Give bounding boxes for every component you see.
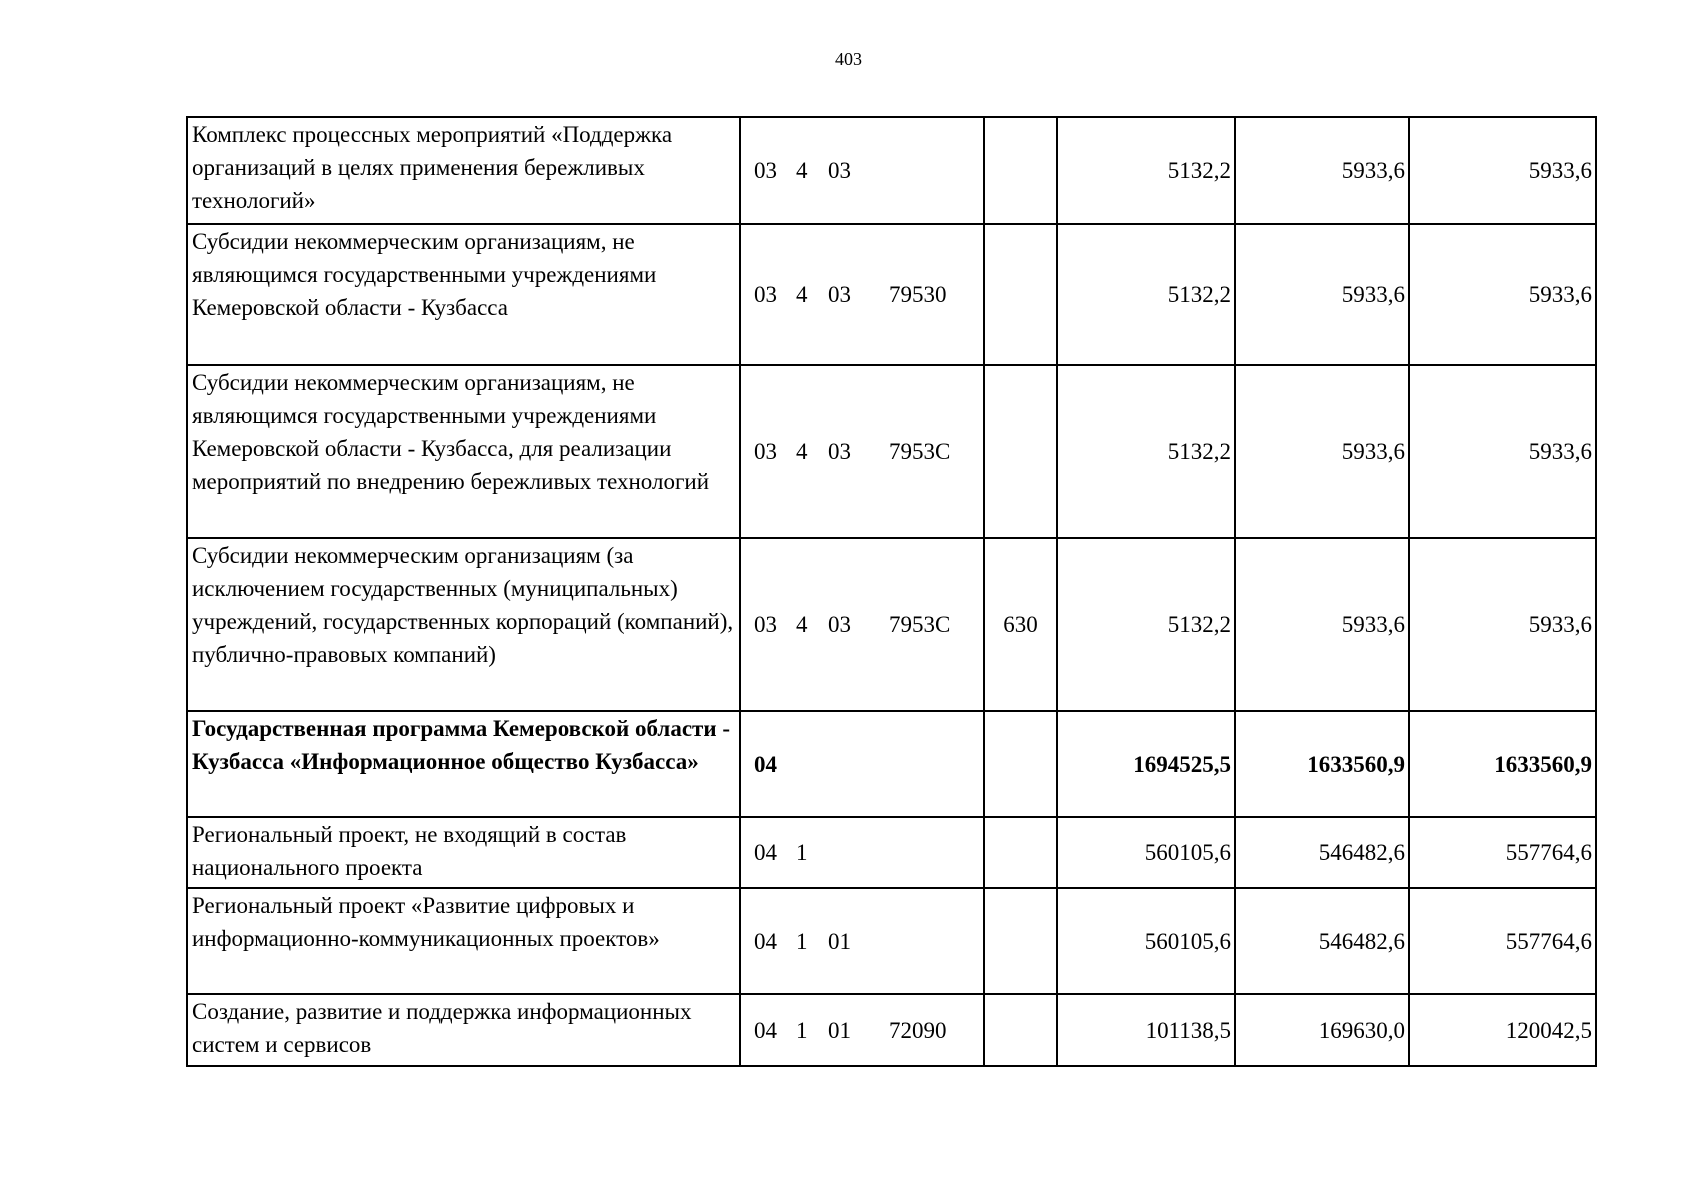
row-amount-year3: 557764,6 (1409, 817, 1596, 888)
table-row (187, 888, 1596, 994)
row-expense-type (984, 817, 1057, 888)
row-code (740, 224, 984, 365)
row-code (740, 711, 984, 817)
row-name: Субсидии некоммерческим организациям, не являющимся государственными учреждениями Кемеровской области - Кузбасса, для реализации мероприятий по внедрению бережливых технологий (187, 365, 740, 538)
row-name: Субсидии некоммерческим организациям (за исключением государственных (муниципальных) учреждений, государственных корпораций (компаний), публично-правовых компаний) (187, 538, 740, 711)
code-type: 1 (796, 1017, 808, 1043)
row-amount-year1: 101138,5 (1057, 994, 1235, 1066)
code-type: 4 (796, 612, 808, 637)
code-program: 04 (754, 928, 777, 954)
row-expense-type (984, 888, 1057, 994)
row-amount-year3: 5933,6 (1409, 365, 1596, 538)
code-direction: 72090 (889, 1017, 947, 1043)
row-code (740, 994, 984, 1066)
code-program: 04 (754, 1017, 777, 1043)
row-amount-year2: 5933,6 (1235, 224, 1409, 365)
row-amount-year2: 5933,6 (1235, 538, 1409, 711)
row-expense-type (984, 117, 1057, 224)
row-amount-year3: 5933,6 (1409, 538, 1596, 711)
row-amount-year1: 5132,2 (1057, 117, 1235, 224)
table-row (187, 817, 1596, 888)
table-row (187, 117, 1596, 224)
code-subprogram: 03 (828, 158, 851, 183)
row-amount-year1: 5132,2 (1057, 224, 1235, 365)
table-row (187, 994, 1596, 1066)
budget-table (186, 116, 1597, 1067)
row-amount-year1: 560105,6 (1057, 817, 1235, 888)
code-program: 03 (754, 439, 777, 464)
code-subprogram: 03 (828, 439, 851, 464)
row-name: Комплекс процессных мероприятий «Поддержка организаций в целях применения бережливых технологий» (187, 117, 740, 224)
code-direction: 7953С (889, 612, 951, 637)
row-amount-year3: 5933,6 (1409, 117, 1596, 224)
code-subprogram: 03 (828, 282, 851, 307)
row-amount-year2: 5933,6 (1235, 117, 1409, 224)
code-program: 03 (754, 612, 777, 637)
row-expense-type: 630 (984, 538, 1057, 711)
row-code (740, 538, 984, 711)
row-amount-year3: 557764,6 (1409, 888, 1596, 994)
table-row (187, 538, 1596, 711)
row-amount-year2: 169630,0 (1235, 994, 1409, 1066)
code-type: 1 (796, 928, 808, 954)
code-type: 4 (796, 282, 808, 307)
row-expense-type (984, 994, 1057, 1066)
row-code (740, 817, 984, 888)
row-name: Субсидии некоммерческим организациям, не являющимся государственными учреждениями Кемеровской области - Кузбасса (187, 224, 740, 365)
code-subprogram: 01 (828, 1017, 851, 1043)
row-amount-year2: 5933,6 (1235, 365, 1409, 538)
row-amount-year1: 5132,2 (1057, 538, 1235, 711)
row-name: Региональный проект, не входящий в состав национального проекта (187, 817, 740, 888)
table-row (187, 711, 1596, 817)
row-amount-year2: 546482,6 (1235, 888, 1409, 994)
row-code (740, 117, 984, 224)
code-program: 03 (754, 158, 777, 183)
code-program: 04 (754, 840, 777, 865)
table-row (187, 365, 1596, 538)
row-code (740, 365, 984, 538)
row-expense-type (984, 365, 1057, 538)
code-program: 04 (754, 751, 777, 777)
table-row (187, 224, 1596, 365)
row-name: Региональный проект «Развитие цифровых и информационно-коммуникационных проектов» (187, 888, 740, 994)
page-number: 403 (835, 49, 862, 69)
code-direction: 79530 (889, 282, 947, 307)
code-subprogram: 01 (828, 928, 851, 954)
row-expense-type (984, 711, 1057, 817)
row-amount-year3: 120042,5 (1409, 994, 1596, 1066)
row-name: Создание, развитие и поддержка информационных систем и сервисов (187, 994, 740, 1066)
code-type: 4 (796, 439, 808, 464)
row-amount-year3: 5933,6 (1409, 224, 1596, 365)
row-code (740, 888, 984, 994)
row-amount-year3: 1633560,9 (1409, 711, 1596, 817)
code-type: 4 (796, 158, 808, 183)
row-amount-year1: 1694525,5 (1057, 711, 1235, 817)
row-name: Государственная программа Кемеровской области - Кузбасса «Информационное общество Кузбасса» (187, 711, 740, 817)
row-amount-year1: 560105,6 (1057, 888, 1235, 994)
row-expense-type (984, 224, 1057, 365)
code-program: 03 (754, 282, 777, 307)
code-subprogram: 03 (828, 612, 851, 637)
row-amount-year2: 546482,6 (1235, 817, 1409, 888)
code-direction: 7953С (889, 439, 951, 464)
row-amount-year1: 5132,2 (1057, 365, 1235, 538)
code-type: 1 (796, 840, 808, 865)
row-amount-year2: 1633560,9 (1235, 711, 1409, 817)
